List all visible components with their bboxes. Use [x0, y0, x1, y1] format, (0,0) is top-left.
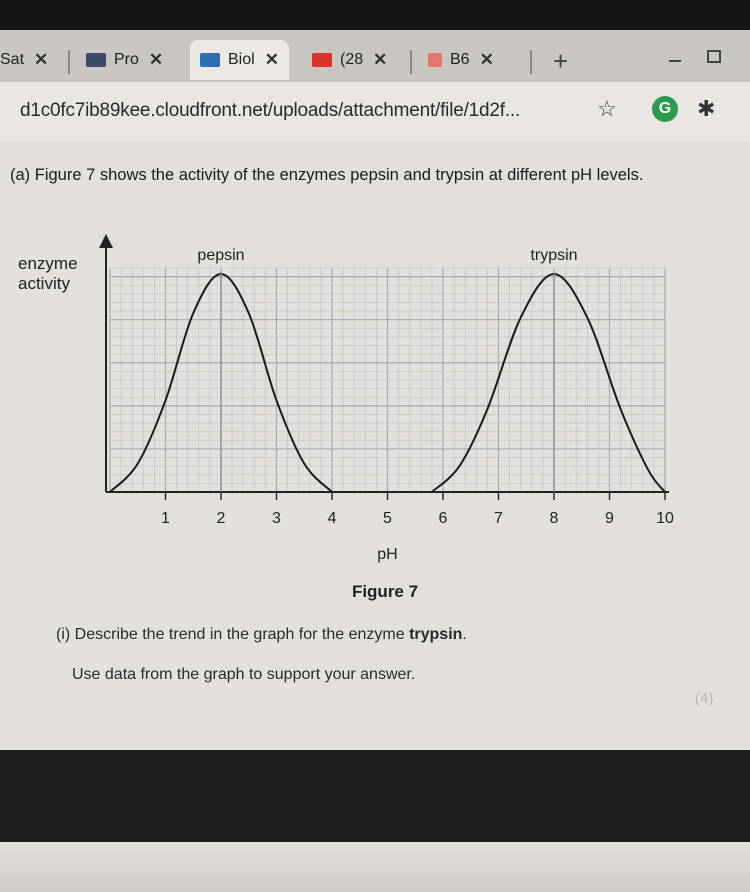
page-bottom-shade [0, 842, 750, 892]
favicon-icon [200, 53, 220, 67]
tab-pro[interactable] [86, 40, 163, 80]
x-tick-label: 7 [494, 510, 503, 527]
question-intro: (a) Figure 7 shows the activity of the enzymes pepsin and trypsin at different pH levels. [10, 166, 644, 184]
favicon-icon [428, 53, 442, 67]
favicon-icon [86, 53, 106, 67]
tab-biol[interactable] [190, 40, 289, 80]
tab-28[interactable] [312, 40, 387, 80]
chart-ticks [161, 492, 674, 563]
tab-label: Biol [228, 51, 255, 68]
close-tab-icon[interactable]: ✕ [479, 50, 494, 69]
figure-caption: Figure 7 [351, 582, 419, 601]
x-tick-label: 10 [656, 510, 674, 527]
tab-separator [410, 50, 412, 74]
close-tab-icon[interactable]: ✕ [148, 50, 164, 69]
support-instruction: Use data from the graph to support your answer. [72, 666, 416, 683]
x-axis-label: pH [377, 546, 398, 563]
tab-b6[interactable] [428, 40, 494, 80]
tab-sat[interactable] [0, 40, 48, 80]
trypsin-curve [432, 274, 665, 492]
minimize-icon [667, 49, 683, 65]
close-tab-icon[interactable]: ✕ [264, 50, 279, 69]
close-tab-icon[interactable]: ✕ [373, 50, 388, 69]
enzyme-activity-chart [0, 230, 750, 590]
y-axis-label: enzyme activity [18, 254, 78, 293]
close-tab-icon[interactable]: ✕ [34, 50, 49, 69]
extension-g-icon[interactable]: G [652, 96, 678, 122]
y-axis-arrowhead [99, 234, 113, 248]
marks-indicator: (4) [695, 690, 714, 707]
tab-label: B6 [450, 51, 470, 68]
tab-separator [530, 50, 532, 74]
tab-label: (28 [340, 51, 364, 68]
x-tick-label: 3 [272, 510, 281, 527]
extensions-puzzle-icon[interactable]: ✱ [697, 96, 716, 121]
maximize-button[interactable] [706, 48, 722, 71]
x-tick-label: 5 [383, 510, 392, 527]
new-tab-button[interactable]: + [553, 46, 569, 76]
maximize-icon [706, 49, 722, 65]
minimize-button[interactable] [667, 48, 683, 71]
question-i [56, 626, 467, 644]
trypsin-label: trypsin [530, 247, 578, 264]
x-tick-label: 4 [327, 510, 337, 527]
x-tick-label: 1 [161, 510, 170, 527]
question-i-text: (i) Describe the trend in the graph for the enzyme trypsin. [56, 626, 467, 643]
tab-strip [0, 30, 750, 82]
question-enzyme-name: trypsin [409, 626, 463, 643]
address-bar [0, 82, 750, 142]
pepsin-label: pepsin [197, 247, 245, 264]
bookmark-star-icon[interactable]: ☆ [597, 96, 617, 121]
url-field[interactable]: d1c0fc7ib89kee.cloudfront.net/uploads/attachment/file/1d2f... [20, 100, 521, 121]
tab-separator [68, 50, 70, 74]
x-tick-label: 2 [216, 510, 226, 527]
x-tick-label: 6 [438, 510, 448, 527]
document-page [0, 142, 750, 750]
youtube-icon [312, 53, 332, 67]
x-tick-label: 8 [549, 510, 559, 527]
x-tick-label: 9 [605, 510, 614, 527]
chart-grid [110, 268, 665, 492]
window-top-edge [0, 0, 750, 30]
tab-label: Sat [0, 51, 25, 68]
tab-label: Pro [114, 51, 139, 68]
